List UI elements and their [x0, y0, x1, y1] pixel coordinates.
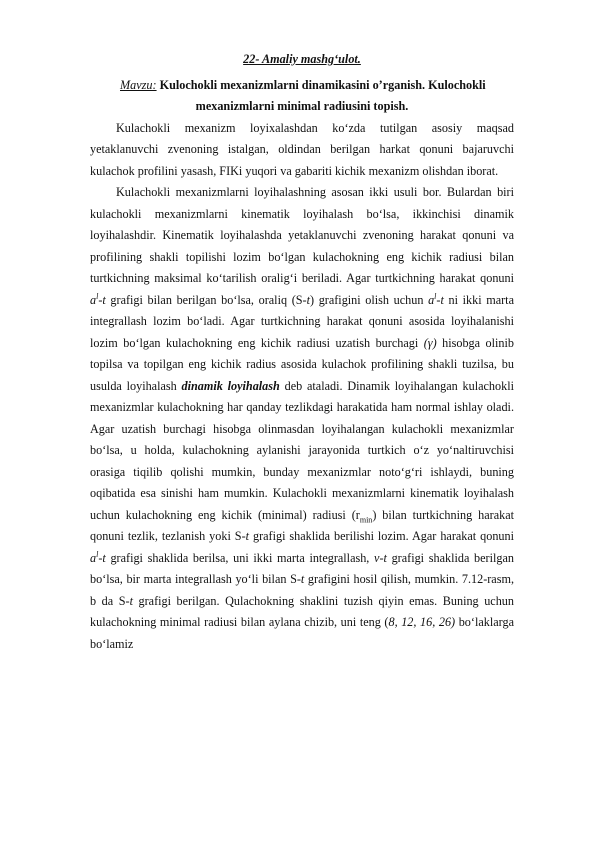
- var-v-t: v-t: [374, 550, 387, 565]
- para2-text-13: bo‘laklarga bo‘lamiz: [90, 615, 514, 651]
- page-title: 22- Amaliy mashg‘ulot.: [243, 52, 361, 66]
- term-dinamik-loyihalash: dinamik loyihalash: [181, 378, 280, 393]
- para2-text-7: ) bilan turtkichning harakat qonuni tezlik, tezlanish yoki S-: [90, 507, 514, 543]
- para2-text-9: grafigi shaklida berilsa, uni ikki marta integrallash,: [105, 550, 375, 565]
- para2-text-12: grafigi berilgan. Qulachokning shaklini tuzish qiyin emas. Buning uchun kulachokning minimal radiusi bilan aylana chizib, uni teng (: [90, 593, 514, 629]
- para2-text-8: grafigi shaklida berilishi lozim. Agar harakat qonuni: [249, 529, 514, 543]
- var-t-4: t: [129, 593, 133, 608]
- var-a-base: a: [90, 550, 97, 565]
- var-a-sup: l: [96, 549, 99, 559]
- var-a-t-2: [428, 293, 444, 307]
- para2-text-10: grafigi shaklida berilgan bo‘lsa, bir marta integrallash yo‘li bilan S-: [90, 550, 514, 586]
- topic-text-line2: mexanizmlarni minimal radiusini topish.: [195, 99, 409, 113]
- para2-text-5: hisobga olinib topilsa va topilgan eng kichik radius asosida kulachok profilining shakli tuzilsa, bu usulda loyihalash: [90, 335, 514, 393]
- var-a-t-1: [90, 293, 106, 307]
- para2-text-1: Kulachokli mexanizmlarni loyihalashning asosan ikki usuli bor. Bulardan biri kulachokli mexanizmlarni kinematik loyihalash bo‘lsa, ikkinchisi dinamik loyihalashdir. Kinematik loyihalashda yetaklanuvchi zvenoning harakat qonuni va profilining shakli topilishi lozim bo‘lgan kulachokning eng kichik radiusi bilan turtkichning maksimal ko‘tarilish oralig‘i beriladi. Agar turtkichning harakat qonuni: [90, 185, 514, 285]
- paragraph-1: Kulachokli mexanizm loyixalashdan ko‘zda tutilgan asosiy maqsad yetaklanuvchi zvenoning istalgan, oldindan berilgan harkat qonuni bajaruvchi kulachok profilini yasash, FIKi yuqori va gabariti kichik mexanizm olishdan iborat.: [90, 120, 514, 178]
- subscript-min: min: [359, 514, 373, 524]
- paragraph-2: [90, 182, 514, 655]
- var-a-t-3: [90, 551, 106, 565]
- para2-text-3: ) grafigini olish uchun: [309, 292, 429, 307]
- var-a-rest: -t: [98, 292, 106, 307]
- var-a-rest: -t: [436, 292, 444, 307]
- var-a-sup: l: [96, 291, 99, 301]
- topic-label: Mavzu:: [120, 77, 157, 92]
- division-numbers: 8, 12, 16, 26): [388, 615, 456, 629]
- var-a-rest: -t: [98, 550, 106, 565]
- var-a-base: a: [90, 292, 97, 307]
- var-a-base: a: [428, 292, 435, 307]
- para2-text-4: ni ikki marta integrallash lozim bo‘ladi. Agar turtkichning harakat qonuni asosida loyihalanishi lozim bo‘lgan kulachokning eng kichik radiusi uzatish burchagi: [90, 292, 514, 350]
- var-gamma: (γ): [423, 335, 437, 350]
- var-t-2: t: [245, 529, 250, 543]
- var-t-3: t: [300, 572, 305, 586]
- var-a-sup: l: [434, 291, 437, 301]
- para2-text-6: deb ataladi. Dinamik loyihalangan kulachokli mexanizmlar kulachokning har qanday tezlikdagi harakatida ham normal ishlay oladi. Agar uzatish burchagi hisobga olinmasdan loyihalangan kulachokli mexanizmlar bo‘lsa, u holda, kulachokning aylanishi jarayonida turtkich o‘z yo‘naltiruvchisi orasiga tiqilib qolishi mumkin, bunday mexanizmlar noto‘g‘ri ishlaydi, buning oqibatida esa sinishi ham mumkin. Kulachokli mexanizmlarni kinematik loyihalash uchun kulachokning eng kichik (minimal) radiusi (r: [90, 378, 514, 522]
- topic-heading: [90, 75, 514, 118]
- topic-text-line1: Kulochokli mexanizmlarni dinamikasini o’rganish. Kulochokli: [156, 77, 486, 92]
- var-t-1: t: [306, 292, 310, 307]
- para2-text-11: grafigini hosil qilish, mumkin. 7.12-rasm, b da S-: [90, 572, 514, 608]
- para2-text-2: grafigi bilan berilgan bo‘lsa, oraliq (S-: [105, 292, 307, 307]
- document-body: [90, 49, 514, 655]
